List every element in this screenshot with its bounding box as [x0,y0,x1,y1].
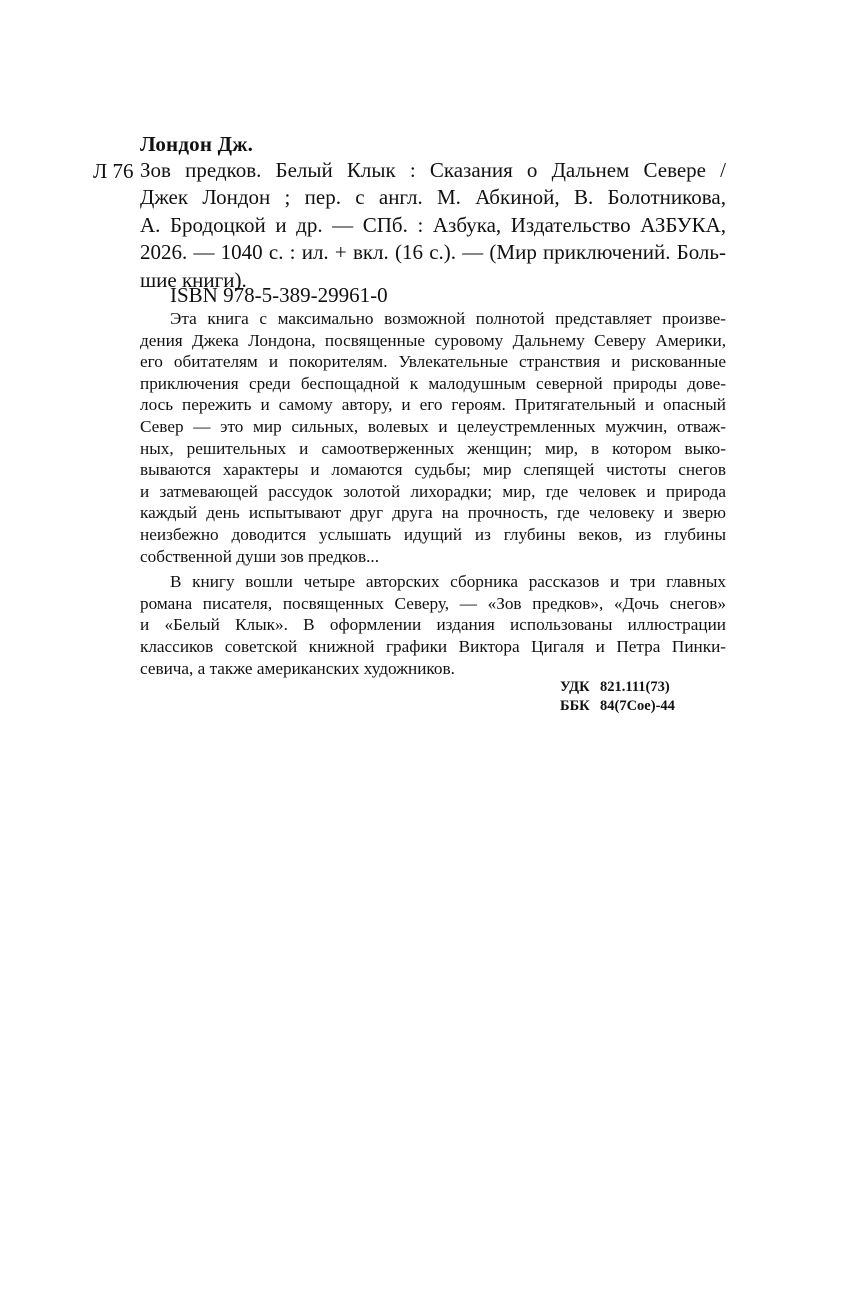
annotation-line: и затмевающей рассудок золотой лихорадки; мир, где человек и природа [140,481,726,501]
annotation-line: приключения среди беспощадной к малодушным северной природы дове- [140,373,726,393]
annotation-line: вываются характеры и ломаются судьбы; мир слепящей чистоты снегов [140,460,726,480]
classification-codes [560,678,726,716]
annotation-line: собственной души зов предков... [140,546,380,566]
annotation-paragraph-1 [140,308,726,567]
annotation-line: его обитателям и покорителям. Увлекательные странствия и рискованные [140,352,726,372]
bbk-value: 84(7Сое)-44 [600,698,675,714]
annotation-line: лось пережить и самому автору, и его героям. Притягательный и опасный [140,395,726,415]
annotation-line: неизбежно доводится услышать идущий из глубины веков, из глубины [140,524,726,544]
annotation-line: каждый день испытывают друг друга на прочность, где человеку и зверю [140,503,726,523]
udk-code [560,678,726,697]
author-code: Л 76 [93,159,134,183]
annotation-line: Эта книга с максимально возможной полнотой представляет произве- [170,309,726,328]
udk-label: УДК [560,679,590,695]
udk-value: 821.111(73) [600,679,670,695]
bib-line: шие книги). [140,267,247,292]
isbn: ISBN 978-5-389-29961-0 [170,283,388,307]
annotation-line: ных, решительных и самоотверженных женщин; мир, в котором выко- [140,438,726,458]
bibliographic-description [140,157,726,294]
annotation-paragraph-2 [140,571,726,679]
bib-line: А. Бродоцкой и др. — СПб. : Азбука, Издательство АЗБУКА, [140,212,726,237]
bib-line: Джек Лондон ; пер. с англ. М. Абкиной, В. Болотникова, [140,185,726,210]
bib-line: Зов предков. Белый Клык : Сказания о Дальнем Севере / [140,158,726,182]
annotation-line: романа писателя, посвященных Северу, — «Зов предков», «Дочь снегов» [140,593,726,613]
annotation-line: и «Белый Клык». В оформлении издания использованы иллюстрации [140,615,726,635]
annotation-line: севича, а также американских художников. [140,658,455,678]
bbk-label: ББК [560,698,590,714]
annotation-line: Север — это мир сильных, волевых и целеустремленных мужчин, отваж- [140,416,726,436]
annotation [140,308,726,679]
annotation-line: классиков советской книжной графики Виктора Цигаля и Петра Пинки- [140,636,726,656]
bbk-code [560,697,726,716]
author-heading: Лондон Дж. [140,132,254,156]
annotation-line: дения Джека Лондона, посвященные суровому Дальнему Северу Америки, [140,330,726,350]
annotation-line: В книгу вошли четыре авторских сборника рассказов и три главных [170,572,726,592]
bib-line: 2026. — 1040 с. : ил. + вкл. (16 с.). — (Мир приключений. Боль- [140,240,726,265]
